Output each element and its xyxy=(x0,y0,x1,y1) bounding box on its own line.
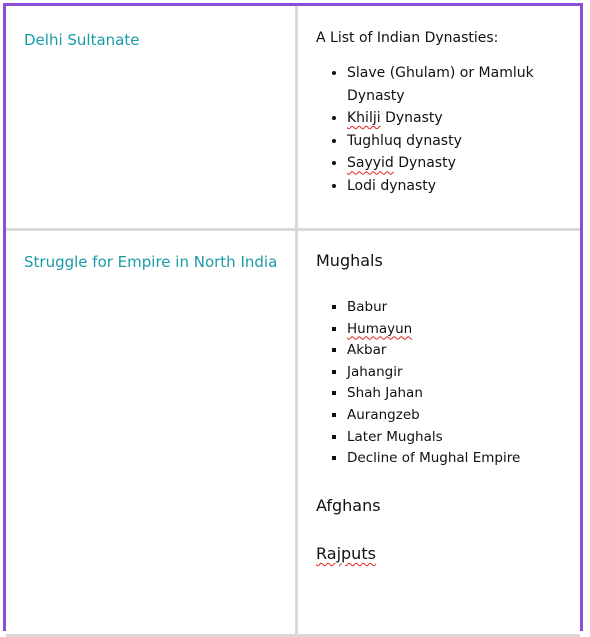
list-item: • Tughluq dynasty xyxy=(347,130,578,153)
topic-cell xyxy=(24,250,279,275)
list-item: ▪ Akbar xyxy=(347,340,578,362)
topic-title: Delhi Sultanate xyxy=(24,31,140,49)
list-item: • Sayyid Dynasty xyxy=(347,152,578,175)
list-item xyxy=(347,319,578,341)
table-row-delhi-sultanate xyxy=(6,6,580,231)
list-item: ▪ Shah Jahan xyxy=(347,383,578,405)
list-item: • Khilji Dynasty xyxy=(347,107,578,130)
list-intro: A List of Indian Dynasties: xyxy=(316,30,499,46)
section-heading-mughals: Mughals xyxy=(316,251,383,270)
topic-cell xyxy=(24,28,279,53)
misspelled-word[interactable]: Khilji xyxy=(347,110,381,127)
mughal-list xyxy=(316,297,578,470)
list-item: ▪ Aurangzeb xyxy=(347,405,578,427)
misspelled-word[interactable]: Sayyid xyxy=(347,155,394,172)
section-heading-rajputs xyxy=(316,544,578,564)
content-cell xyxy=(316,28,578,198)
dynasty-list xyxy=(316,62,578,198)
list-item: • Slave (Ghulam) or Mamluk Dynasty xyxy=(347,62,578,107)
topic-title: Struggle for Empire in North India xyxy=(24,253,278,271)
content-cell xyxy=(316,251,578,564)
cell-divider xyxy=(295,231,298,634)
table-row-struggle-for-empire xyxy=(6,231,580,637)
list-item: ▪ Babur xyxy=(347,297,578,319)
content-table xyxy=(3,3,583,631)
misspelled-word[interactable]: Humayun xyxy=(347,320,413,337)
misspelled-word[interactable]: Rajputs xyxy=(316,543,376,563)
list-item: ▪ Jahangir xyxy=(347,362,578,384)
list-item: • Lodi dynasty xyxy=(347,175,578,198)
cell-divider xyxy=(295,6,298,228)
list-item: ▪ Decline of Mughal Empire xyxy=(347,448,578,470)
section-heading-afghans: Afghans xyxy=(316,495,381,515)
list-item: ▪ Later Mughals xyxy=(347,427,578,449)
